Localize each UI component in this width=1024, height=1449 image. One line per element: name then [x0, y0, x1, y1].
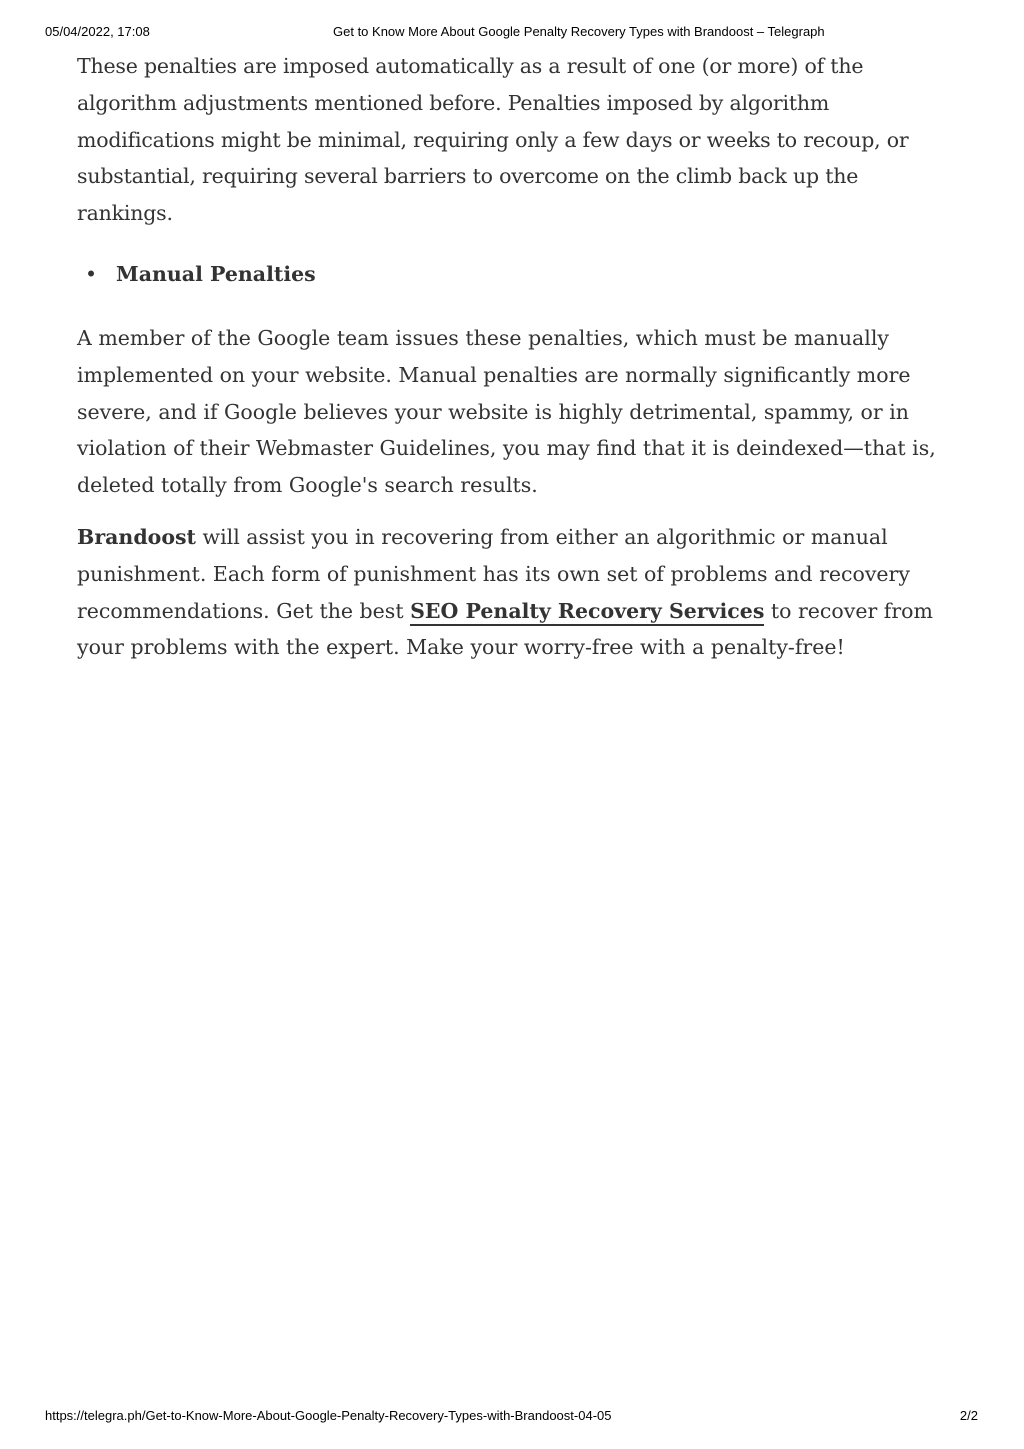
print-url: https://telegra.ph/Get-to-Know-More-About-Google-Penalty-Recovery-Types-with-Brandoost-04-05	[45, 1408, 612, 1423]
paragraph-manual-penalties: A member of the Google team issues these penalties, which must be manually implemented on your website. Manual penalties are normally significantly more severe, and if Google believes your website is highly detrimental, spammy, or in violation of their Webmaster Guidelines, you may find that it is deindexed—that is, deleted totally from Google's search results.	[77, 325, 936, 498]
list-item-manual-penalties	[77, 256, 957, 292]
bullet-icon: •	[85, 261, 98, 286]
seo-penalty-recovery-link[interactable]: SEO Penalty Recovery Services	[410, 599, 764, 626]
page-number: 2/2	[959, 1408, 978, 1423]
article-body	[77, 48, 957, 666]
print-header	[0, 24, 1024, 44]
penalty-type-list	[77, 256, 957, 292]
paragraph-brandoost	[77, 519, 957, 666]
list-item-label: Manual Penalties	[116, 261, 316, 286]
paragraph-algorithmic-penalties: These penalties are imposed automatically as a result of one (or more) of the algorithm adjustments mentioned before. Penalties imposed by algorithm modifications might be minimal, requiring only a few days or weeks to recoup, or substantial, requiring several barriers to overcome on the climb back up the rankings.	[77, 54, 909, 226]
print-footer	[0, 1408, 1024, 1428]
print-datetime: 05/04/2022, 17:08	[45, 24, 150, 39]
paragraph-text-before-link: will assist you in recovering from either an algorithmic or manual punishment. Each form of punishment has its own set of problems and recovery recommendations. Get the best	[77, 524, 910, 623]
print-page-title: Get to Know More About Google Penalty Recovery Types with Brandoost – Telegraph	[333, 24, 825, 39]
brand-name: Brandoost	[77, 524, 197, 549]
paragraph-text-after-link: to recover from your problems with the expert. Make your worry-free with a penalty-free!	[77, 598, 933, 660]
